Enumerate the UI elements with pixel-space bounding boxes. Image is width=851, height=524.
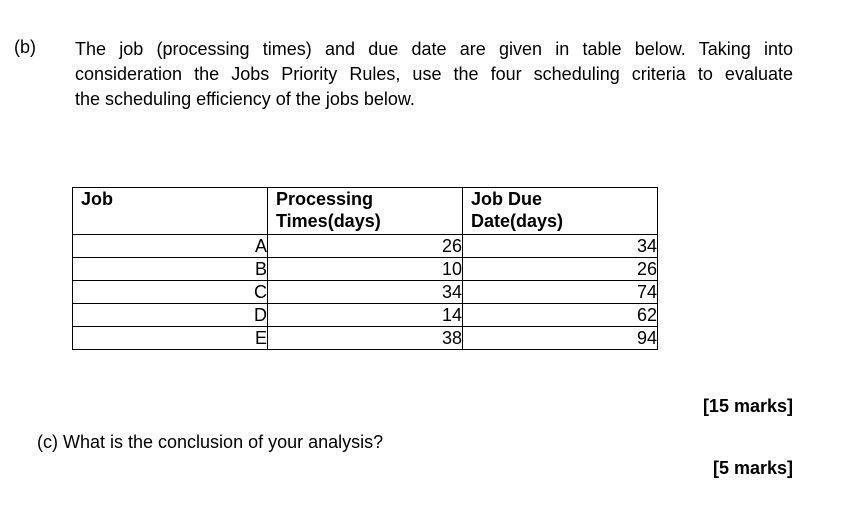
table-row (73, 281, 658, 304)
header-job: Job (73, 188, 268, 235)
cell-processing: 10 (268, 258, 463, 281)
cell-job: D (73, 304, 268, 327)
cell-processing: 26 (268, 235, 463, 258)
question-b-line-3: the scheduling efficiency of the jobs below. (75, 89, 415, 109)
cell-job: B (73, 258, 268, 281)
cell-job: C (73, 281, 268, 304)
cell-due: 94 (463, 327, 658, 350)
marks-c: [5 marks] (712, 458, 793, 478)
table-row (73, 327, 658, 350)
header-processing-times: Processing Times(days) (268, 188, 463, 235)
cell-due: 34 (463, 235, 658, 258)
table-header-row (73, 188, 658, 235)
jobs-table (72, 187, 658, 350)
cell-due: 62 (463, 304, 658, 327)
cell-processing: 34 (268, 281, 463, 304)
question-b-text (75, 37, 793, 112)
question-b-label: (b) (14, 37, 36, 57)
cell-processing: 14 (268, 304, 463, 327)
table-row (73, 304, 658, 327)
cell-processing: 38 (268, 327, 463, 350)
table-row (73, 258, 658, 281)
question-b-line-2: consideration the Jobs Priority Rules, use the four scheduling criteria to evaluate (75, 64, 793, 84)
cell-job: A (73, 235, 268, 258)
header-job-due-date: Job Due Date(days) (463, 188, 658, 235)
cell-due: 26 (463, 258, 658, 281)
table-row (73, 235, 658, 258)
cell-due: 74 (463, 281, 658, 304)
question-c-text: (c) What is the conclusion of your analysis? (37, 432, 384, 452)
question-b-line-1: The job (processing times) and due date are given in table below. Taking into (75, 39, 793, 59)
cell-job: E (73, 327, 268, 350)
marks-b: [15 marks] (702, 396, 793, 416)
